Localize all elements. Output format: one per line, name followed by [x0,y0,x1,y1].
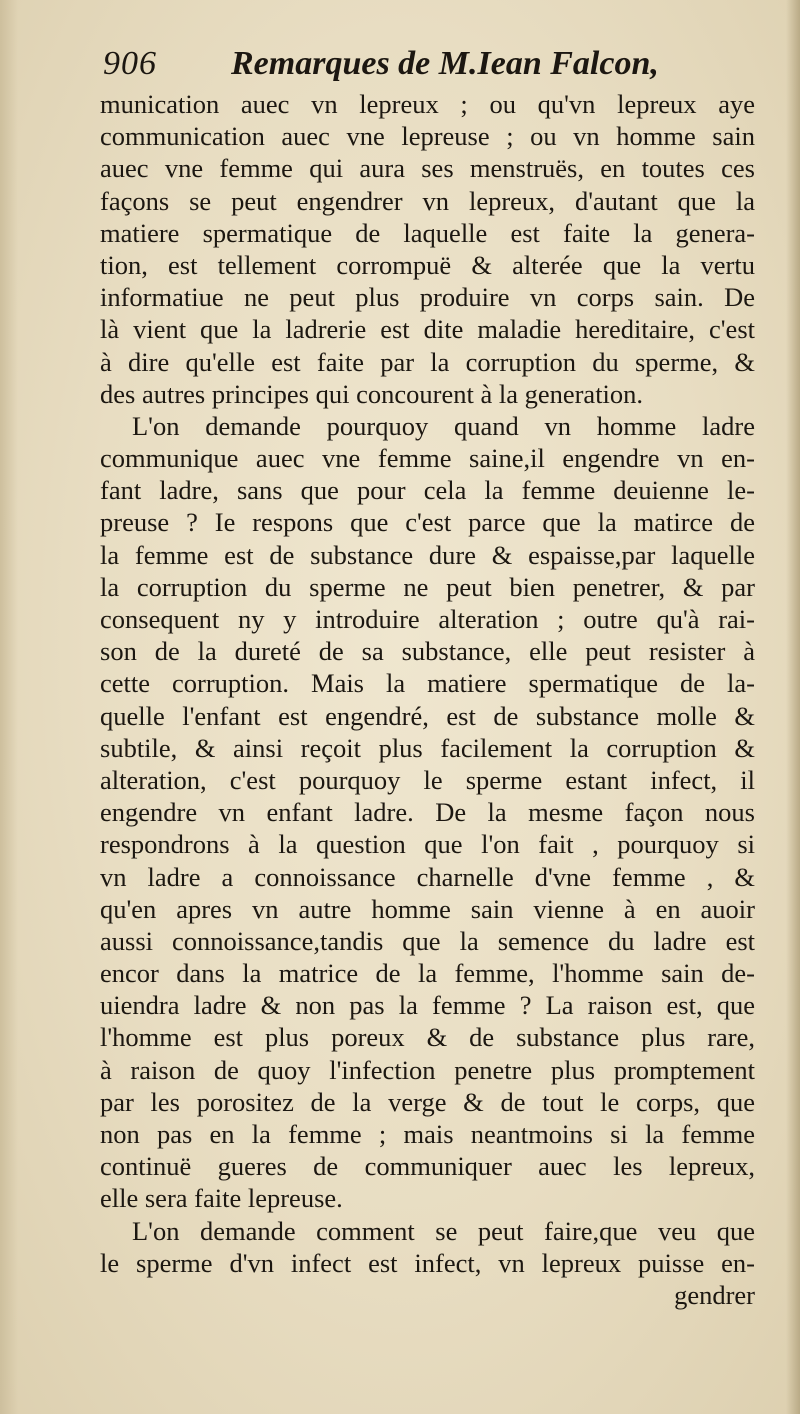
text-line: alteration, c'est pourquoy le sperme estant infect, il [100,764,755,795]
text-line: vn ladre a connoissance charnelle d'vne femme , & [100,861,755,892]
text-line: subtile, & ainsi reçoit plus facilement la corruption & [100,732,755,763]
running-title: Remarques de M.Iean Falcon, [231,45,659,82]
text-line: consequent ny y introduire alteration ; outre qu'à rai- [100,604,755,634]
text-line: quelle l'enfant est engendré, est de substance molle & [100,700,755,731]
text-line: continuë gueres de communiquer auec les lepreux, [100,1151,755,1182]
text-line: façons se peut engendrer vn lepreux, d'autant que la [100,185,755,216]
text-line: la corruption du sperme ne peut bien penetrer, & par [100,571,755,602]
body-text [100,88,755,1311]
text-line: l'homme est plus poreux & de substance plus rare, [100,1022,755,1053]
catchword: gendrer [674,1279,755,1310]
text-line: preuse ? Ie respons que c'est parce que la matirce de [100,507,755,538]
text-line: communique auec vne femme saine,il engendre vn en- [100,443,755,474]
text-line: fant ladre, sans que pour cela la femme deuienne le- [100,475,755,506]
page-shadow-right [786,0,800,1414]
text-line: non pas en la femme ; mais neantmoins si la femme [100,1119,755,1149]
text-line: L'on demande comment se peut faire,que veu que [132,1215,755,1246]
text-line: matiere spermatique de laquelle est faite la genera- [100,217,755,248]
text-line: des autres principes qui concourent à la generation. [100,378,644,409]
text-line: uiendra ladre & non pas la femme ? La raison est, que [100,990,755,1021]
text-line: par les porositez de la verge & de tout le corps, que [100,1086,755,1117]
page-number: 906 [103,45,157,82]
text-line: à raison de quoy l'infection penetre plus promptement [100,1054,755,1085]
text-line: respondrons à la question que l'on fait , pourquoy si [100,829,755,860]
text-line: aussi connoissance,tandis que la semence du ladre est [100,925,755,956]
page-header [103,45,663,89]
text-line: engendre vn enfant ladre. De la mesme façon nous [100,797,755,828]
text-line: la femme est de substance dure & espaisse,par laquelle [100,539,755,570]
text-line: communication auec vne lepreuse ; ou vn homme sain [100,121,755,152]
text-line: encor dans la matrice de la femme, l'homme sain de- [100,958,755,989]
text-line: elle sera faite lepreuse. [100,1183,343,1214]
text-line: cette corruption. Mais la matiere spermatique de la- [100,668,755,699]
text-line: à dire qu'elle est faite par la corruption du sperme, & [100,346,755,377]
text-line: là vient que la ladrerie est dite maladie hereditaire, c'est [100,314,755,345]
text-line: auec vne femme qui aura ses menstruës, en toutes ces [100,153,755,184]
text-line: tion, est tellement corrompuë & alterée que la vertu [100,249,755,280]
text-line: qu'en apres vn autre homme sain vienne à en auoir [100,893,755,924]
text-line: informatiue ne peut plus produire vn corps sain. De [100,282,755,313]
page-shadow-left [0,0,18,1414]
text-line: munication auec vn lepreux ; ou qu'vn lepreux aye [100,89,755,119]
text-line: L'on demande pourquoy quand vn homme ladre [132,410,755,441]
text-line: son de la dureté de sa substance, elle peut resister à [100,636,755,667]
text-line: le sperme d'vn infect est infect, vn lepreux puisse en- [100,1247,755,1278]
